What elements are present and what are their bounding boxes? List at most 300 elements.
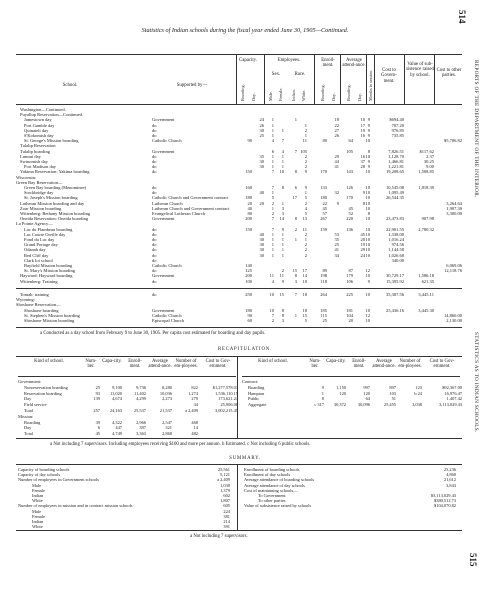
supported-by: do [152,237,157,242]
cell-cost: 30,729.17 [386,273,404,279]
recap-kind: Public [248,396,260,402]
recap-kind: Boarding [248,384,265,390]
cell-f: 3 [281,211,284,216]
cell-att-b: 45 [348,205,353,211]
cell-cap-b: 250 [245,292,252,297]
summary-value: 21,612 [443,477,456,483]
supported-by: do [152,122,157,128]
cell-att-b: 20 [348,318,353,323]
cell-m: 7 [271,312,274,318]
cell-m: 7 [271,216,274,222]
recap-cell: 120 [339,390,346,396]
col-subsistence-header: Value of sub-sistence raised by school. [406,62,434,78]
cell-wh: 5 [304,195,307,201]
cell-months: 10 [365,153,370,159]
table-bottom-rule [16,327,462,328]
cell-other: 12,118.76 [444,268,462,274]
cell-att-b: 220 [346,216,353,222]
recap-cell: 1,274 [188,390,198,396]
cell-f: 14 [279,216,284,222]
recap-cell: 25,537 [133,408,146,413]
school-name: Lutheran Mission boarding and day [20,200,85,206]
cell-cap-b: 100 [245,278,252,284]
vh-capacity-boarding: Boarding. [240,84,245,101]
cell-wh: 1 [304,133,307,138]
recap-cell: 2,273 [162,396,172,402]
cell-ind: 8 [294,273,297,279]
header-divider [374,54,375,104]
cell-att-b: 126 [346,185,353,190]
cell-enr-b: 45 [322,205,327,211]
cell-cap-b: 80 [247,211,252,216]
cell-other: $5,706.82 [444,138,462,144]
cell-subs: 3,445.30 [418,307,434,313]
recap-kind: Day [24,425,32,431]
summary-label: Male [32,482,42,488]
summary-value: 224 [223,508,230,514]
col-enrollment-header: Enroll-ment. [321,58,335,69]
recap-cell: 321 [165,425,172,431]
cell-cap-d: 30 [259,237,264,242]
school-name: St. Stephen's Mission boarding [24,312,80,318]
cell-wh: 2 [304,127,307,133]
cell-f: 1 [281,237,284,242]
cell-subs: 2.37 [426,153,434,159]
recap-cell: 16,976.47 [444,390,462,396]
cell-months: 10 [365,205,370,211]
cell-cost: 1,338.00 [388,231,404,237]
recap-column-header: Enroll-ment. [352,359,366,370]
supported-by: Catholic Church [152,263,182,268]
school-name: Odanah day [24,247,46,253]
recap-column-header: Kind of school. [258,359,288,364]
cell-f: 8 [281,312,284,318]
cell-months: 10 [365,231,370,237]
recap-cell: 30,372 [333,402,346,408]
recap-cell: 4,749 [112,431,122,437]
supported-by: Lutheran Church [152,200,183,206]
cell-wh: 2 [304,231,307,237]
school-name: Green Bay boarding (Menominee) [24,185,87,190]
col-school-header: School. [62,83,78,88]
cell-ind: 8 [294,216,297,222]
col-capacity-header: Capacity. [239,58,257,63]
cell-wh: 1 [304,190,307,196]
school-name: Shoshone boarding [24,307,59,313]
cell-att-d: 28 [360,164,365,170]
cell-cost: 1,221.81 [388,164,404,170]
recap-cell: 3,038 [412,402,422,408]
cell-cap-d: 30 [259,247,264,253]
cell-months: 10 [365,252,370,258]
cell-cost: 1,144.58 [388,247,404,253]
summary-top-rule [16,464,462,465]
header-bottom-rule [16,104,462,105]
supported-by: Government [152,216,175,222]
school-name: Yakima Reservation: Yakima boarding [20,169,90,175]
cell-cap-d: 26 [259,122,264,128]
cell-enr-d: 53 [334,231,339,237]
summary-value: $3,113,029.43 [430,493,456,498]
vh-attendance-boarding: Boarding. [346,84,351,101]
supported-by: Evangelical Lutheran Church [152,211,205,216]
cell-cost: 7,826.51 [388,148,404,154]
cell-months: 9 [367,122,370,128]
cell-m: 1 [271,133,274,138]
recap-column-header: Number of em-ployees. [174,359,198,370]
recap-cell: c 317 [314,402,324,408]
cell-wh: 18 [302,292,307,297]
recap-header-rule [242,376,460,377]
col-race-header: Race. [294,72,306,77]
recap-cell: 397 [139,425,146,431]
recap-cell: 14 [193,425,198,431]
cell-m: 1 [271,117,274,123]
recap-column-header: Number of em-ployees. [398,359,422,370]
recap-cell: 2,547 [162,419,172,425]
header-divider [340,54,341,104]
page-number: 514 [457,10,467,24]
header-divider [314,54,315,104]
recap-column-header: Capa-city. [102,359,122,364]
cell-f: 1 [281,159,284,164]
recap-footnotes: a Not including 7 supervisors. Including employees receiving $100 and more per annum. b Estimated. c Not including 6 public schools. [50,442,311,447]
cell-enr-d: 25 [334,242,339,248]
supported-by: do [152,242,157,248]
recap-cell: 103 [389,390,396,396]
school-name: Washington—Continued. [20,107,66,112]
school-name: Lac Courte Oreille day [24,231,66,237]
school-name: Lummi day [20,153,41,159]
cell-att-d: 37 [360,159,365,164]
recap-kind: Day [24,396,32,402]
cell-m: 1 [271,164,274,170]
recap-column-header: Cost to Gov-ernment. [429,359,455,370]
cell-cost: 1,128.70 [388,153,404,159]
cell-f: 2 [281,268,284,274]
summary-label: Capacity of boarding schools [18,467,70,472]
supported-by: do [152,185,157,190]
cell-ind: 1 [294,237,297,242]
supported-by: do [152,133,157,138]
cell-m: 5 [271,195,274,201]
cell-months: 9 [367,278,370,284]
cell-f: 1 [281,252,284,258]
supported-by: do [152,247,157,253]
summary-value: 25,561 [217,467,230,472]
cell-months: 10 [365,169,370,175]
side-running-head-lower: STATISTICS AS TO INDIAN SCHOOLS. [473,332,479,433]
summary-value: 391 [223,524,230,530]
cell-enr-b: 115 [320,312,327,318]
summary-label: Capacity of day schools [18,472,61,478]
cell-enr-d: 27 [334,127,339,133]
cell-ind: 2 [294,226,297,232]
cell-cap-b: 150 [245,169,252,175]
cell-months: 9 [367,159,370,164]
cell-enr-b: 89 [322,268,327,274]
recap-cell: 9,100 [112,384,122,390]
summary-value: 1,030 [220,482,230,488]
cell-wh: 1 [304,237,307,242]
cell-f: 9 [281,278,284,284]
recap-cell: 173,621.24 [218,396,238,402]
cell-other: 2,130.00 [446,318,462,323]
supported-by: Government [152,148,175,154]
cell-att-d: 9 [362,190,365,196]
school-name: Green Bay Reservation— [16,179,63,185]
cell-att-d: 19 [360,242,365,248]
school-name: Tulalip Reservation [20,143,56,149]
cell-subs: 3,445.11 [418,292,434,297]
cell-m: 1 [271,247,274,253]
cell-months: 10 [365,200,370,206]
recap-cell: 93 [95,390,100,396]
vh-months-in-session: Months in session. [368,69,373,101]
summary-label: Average attendance of day schools [244,482,305,488]
cell-m: 2 [271,318,274,323]
summary-label: Enrollment of boarding schools [244,467,300,472]
recap-cell: 11,402 [134,390,146,396]
cell-months: 10 [365,273,370,279]
recap-cell: b 24 [414,390,422,396]
cell-cost: 15,395.92 [386,278,404,284]
cell-cap-d: 30 [259,127,264,133]
recap-cell: $92,367.00 [442,384,462,390]
recap-cell: 45 [95,431,100,437]
summary-label: To other parties [258,498,286,504]
cell-cap-d: 24 [259,117,264,123]
recap-cell: 3,113,029.43 [439,402,462,408]
running-title: Statistics of Indian schools during the fiscal year ended June 30, 1905—Continued. [141,27,349,34]
cell-cap-b: 125 [245,268,252,274]
school-name: Bayfield Mission boarding [24,263,73,268]
recap-cell: 997 [363,384,370,390]
cell-cost: 26,544.35 [386,195,404,201]
cell-att-d: 29 [360,247,365,253]
recap-cell: 64 [365,396,370,402]
cell-att-b: 104 [346,312,353,318]
recap-kind: Hampton [248,390,265,396]
cell-f: 3 [281,318,284,323]
recap-center-divider [237,356,238,438]
summary-row [244,503,458,508]
supported-by: Lutheran Church and Government contract [152,205,230,211]
school-name: Wisconsin: [16,174,37,180]
cell-cost: 23,473.83 [386,216,404,222]
cell-wh: 9 [304,169,307,175]
cell-wh: 2 [304,153,307,159]
header-divider [404,54,405,104]
recap-top-rule [16,356,462,357]
cell-enr-d: 34 [334,252,339,258]
cell-att-d: 10 [360,117,365,123]
summary-bottom-rule [16,530,462,531]
supported-by: do [152,252,157,258]
cell-months: 12 [365,268,370,274]
cell-cost: 1,466.81 [388,159,404,164]
cell-m: 7 [271,169,274,175]
cell-m: 10 [269,292,274,297]
cell-m: 4 [271,278,274,284]
cell-wh: 13 [302,216,307,222]
recap-column-header: Kind of school. [34,359,64,364]
school-name: Port Madison day [24,164,56,170]
cell-cap-b: 160 [245,185,252,190]
summary-label: Cost of maintaining schools— [244,487,298,493]
supported-by: do [152,268,157,274]
cell-enr-d: 9 [336,200,339,206]
cell-months: 9 [367,117,370,123]
recap-cell: 1,150 [336,384,346,390]
cell-cost: 707.20 [391,122,404,128]
recap-row [18,431,240,437]
supported-by: do [152,257,157,263]
recap-column-header: Capa-city. [326,359,346,364]
cell-f: 1 [281,200,284,206]
header-divider [236,54,237,104]
summary-label: White [32,524,43,530]
recap-cell: 11,020 [110,390,122,396]
school-name: La Pointe Agency— [16,221,53,227]
cell-enr-b: 118 [320,278,327,284]
cell-enr-b: 25 [322,318,327,323]
recap-cell: 257 [93,408,100,413]
recap-column-header: Average attend-ance. [372,359,396,370]
main-table-footnote: a Conducted as a day school from February 9 to June 30, 1905. Per capita cost estimated for boarding and day pupils. [40,331,266,336]
cell-cap-b: 180 [245,307,252,313]
school-name: Shoshone Mission boarding [24,318,75,323]
cell-enr-b: 57 [322,211,327,216]
summary-label: Enrollment of day schools [244,472,291,478]
recap-cell: 25,906.06 [220,402,238,408]
cell-other: 3,264.64 [446,200,462,206]
cell-m: 4 [271,138,274,144]
cell-cap-b: 200 [245,273,252,279]
cell-other: 3,300.00 [446,211,462,216]
cell-months: 9 [367,127,370,133]
cell-wh: 17 [302,268,307,274]
recap-cell: 3,363 [136,431,146,437]
school-name: Zoar Mission boarding [20,205,62,211]
cell-ind: 1 [294,312,297,318]
recap-bottom-rule [16,438,462,439]
cell-enr-b: 80 [322,138,327,144]
recap-column-header: Num-ber. [85,359,97,370]
cell-ind: 6 [294,185,297,190]
cell-wh: 1 [304,122,307,128]
school-name: Hayward: Hayward boarding [20,273,73,279]
cell-m: 1 [271,127,274,133]
vh-indian: Indian. [291,89,296,101]
cell-att-b: 136 [346,226,353,232]
cell-cap-b: 40 [247,205,252,211]
recap-kind: Total [24,408,33,413]
school-name: Port Gamble day [24,122,55,128]
cell-wh: 4 [304,205,307,211]
cell-cap-b: 180 [245,195,252,201]
cell-wh: 11 [302,138,307,144]
school-name: Red Cliff day [24,252,49,258]
school-name: Oneida Reservation: Oneida boarding [20,216,89,222]
supported-by: Catholic Church [152,312,182,318]
cell-enr-b: 185 [320,307,327,313]
recap-cell: 468 [191,419,198,425]
cell-months: 10 [365,226,370,232]
recap-cell: 482 [191,431,198,437]
cell-cost: 340.00 [391,257,404,263]
cell-f: 1 [281,164,284,170]
cell-wh: 105 [300,148,307,154]
cell-wh: 14 [302,273,307,279]
cell-enr-d: 26 [334,133,339,138]
cell-subs: 621.35 [421,278,434,284]
vh-white: White. [301,89,306,101]
cell-enr-b: 198 [320,273,327,279]
cell-cost: 19,208.65 [386,169,404,175]
recap-cell: 1 [321,390,324,396]
cell-m: 1 [271,190,274,196]
cell-wh: 2 [304,252,307,258]
recap-kind: Boarding [24,419,41,425]
cell-att-b: 170 [346,195,353,201]
cell-wh: 2 [304,200,307,206]
cell-m: 2 [271,200,274,206]
summary-value: a 2,409 [217,477,230,483]
cell-enr-b: 133 [320,185,327,190]
recap-cell: 21,537 [159,408,172,413]
recap-cell: $1,277,578.03 [212,384,238,390]
cell-f: 1 [281,231,284,237]
cell-m: 11 [269,273,274,279]
school-name: Quinaielt day [24,127,49,133]
cell-f: 9 [281,226,284,232]
recap-row [242,402,464,408]
cell-att-d: 24 [360,252,365,258]
table-break-rule [16,288,462,289]
vh-male: Male. [268,91,273,101]
recap-column-header: Cost to Gov-ernment. [205,359,231,370]
recap-cell: 4,322 [112,419,122,425]
cell-enr-d: 18 [334,117,339,123]
cell-months: 12 [365,312,370,318]
vh-capacity-day: Day. [251,93,256,101]
cell-enr-d: 22 [334,122,339,128]
cell-enr-b: 170 [320,169,327,175]
summary-footnote: a Not including 7 supervisors. [190,534,248,539]
recap-cell: 1,407.42 [446,396,462,402]
cell-att-b: 64 [348,138,353,144]
cell-cap-b: 90 [247,312,252,318]
cell-cost: 974.56 [391,242,404,248]
supported-by: Government [152,273,175,279]
recap-kind: Reservation boarding [24,390,62,396]
summary-value: $380,512.73 [434,498,456,504]
recap-cell: 25 [95,384,100,390]
recap-header-rule [18,376,236,377]
cell-m: 1 [271,242,274,248]
cell-enr-b: 267 [320,216,327,222]
cell-enr-d: 44 [334,159,339,164]
cell-months: 10 [365,190,370,196]
vh-attendance-day: Day. [357,93,362,101]
vh-enrollment-day: Day. [331,93,336,101]
summary-label: Female [32,513,45,519]
school-name: Wittenberg: Training [20,278,58,284]
supported-by: Episcopal Church [152,318,185,323]
cell-months: 10 [365,138,370,144]
recap-cell: 24,163 [109,408,122,413]
